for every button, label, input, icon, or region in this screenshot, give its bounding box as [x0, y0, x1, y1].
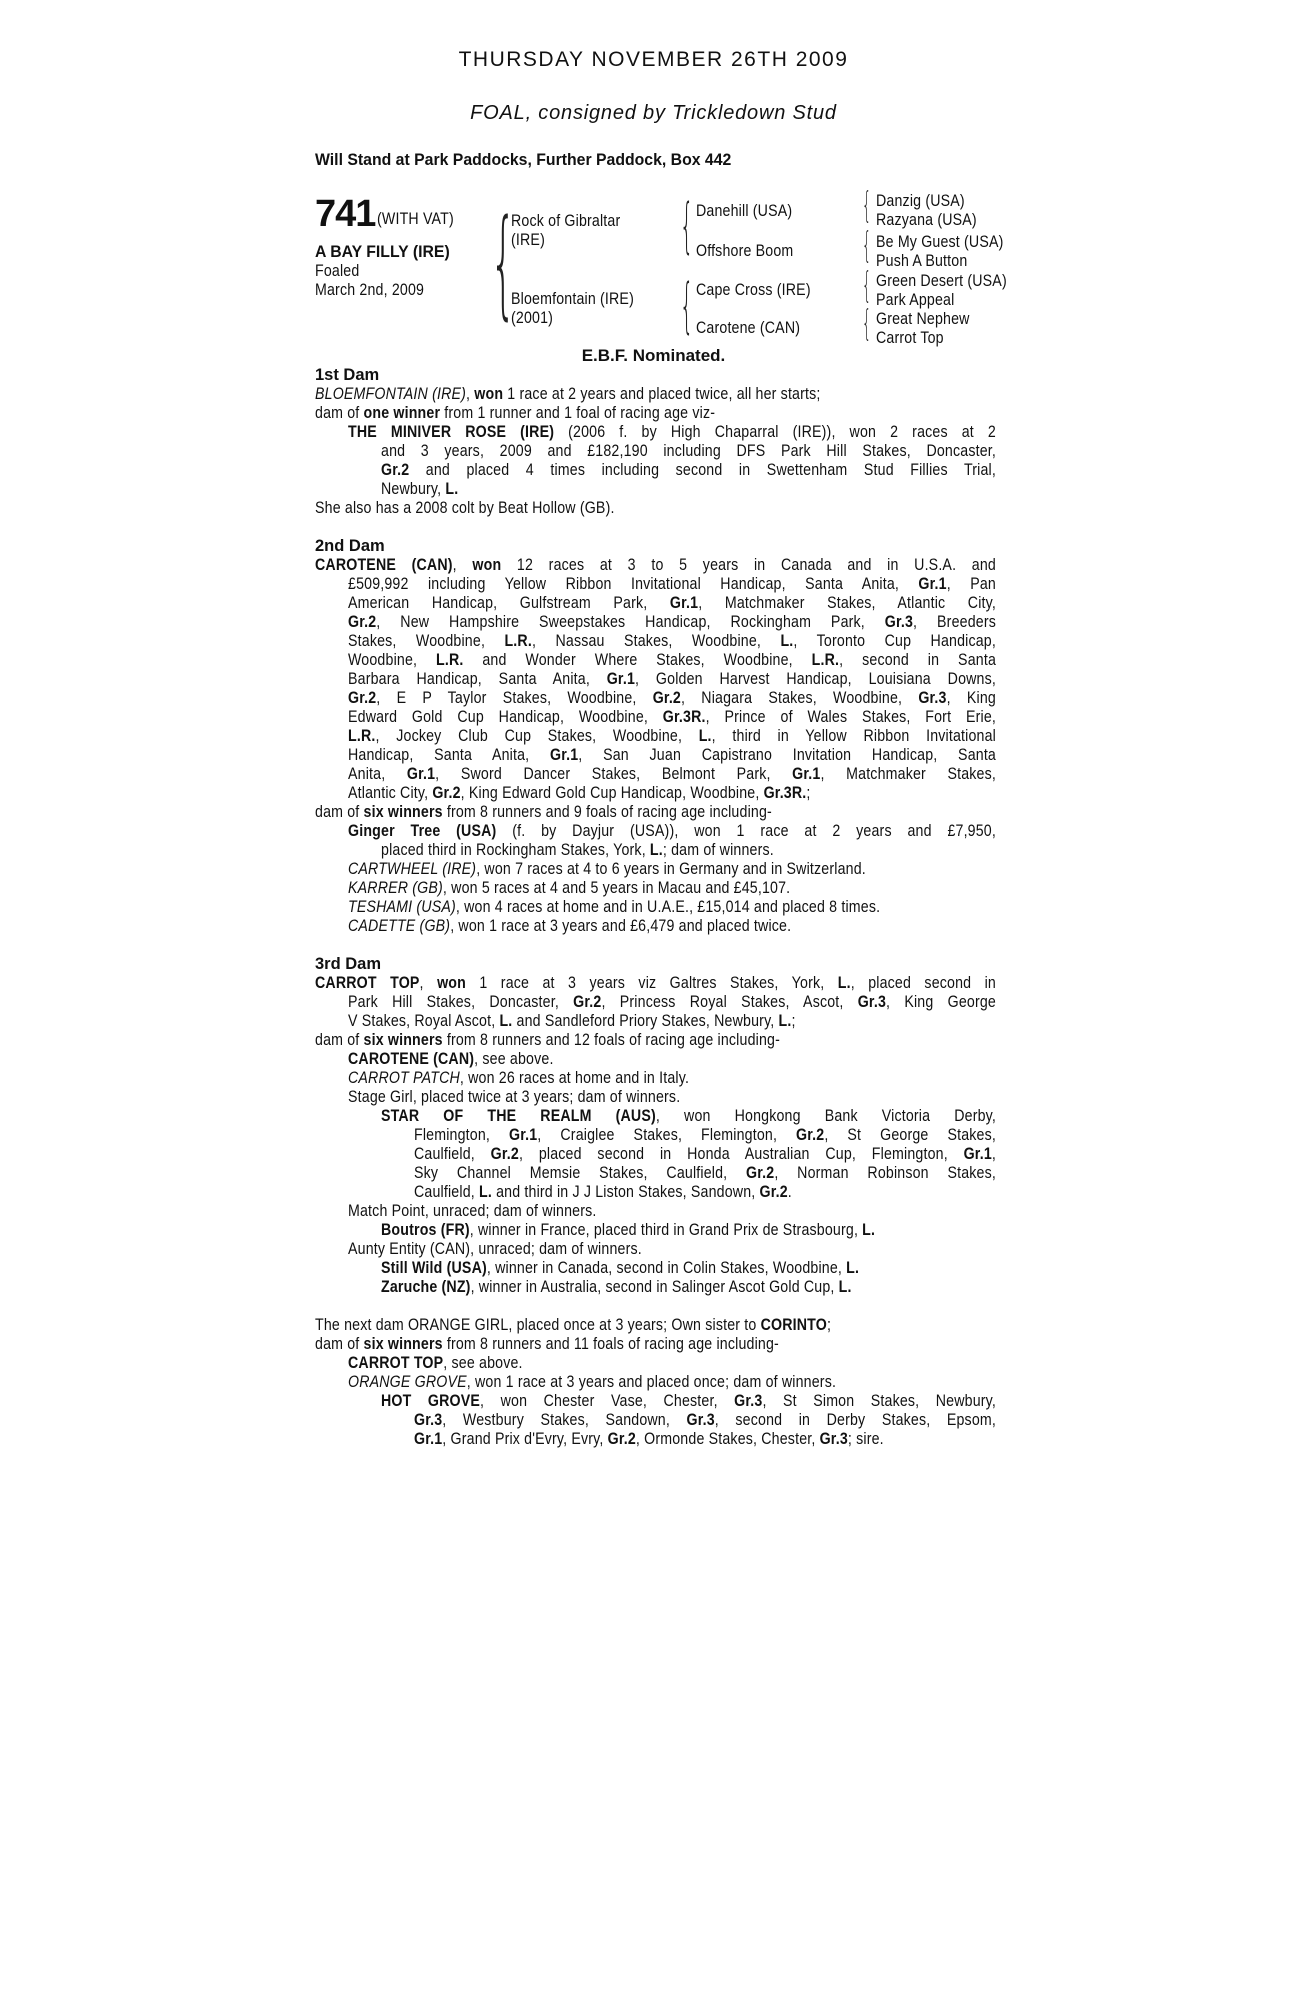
bold-text: Gr.3 — [884, 613, 914, 631]
text-run: Woodbine, — [348, 651, 437, 669]
text-run: Newbury, — [381, 480, 446, 498]
text-run: placed third in Rockingham Stakes, York, — [381, 841, 650, 859]
ebf-nominated: E.B.F. Nominated. — [581, 346, 726, 365]
text-run: ; dam of winners. — [662, 841, 774, 859]
nextdam-line — [381, 1392, 996, 1411]
text-run: , winner in Canada, second in Colin Stakes, Woodbine, — [486, 1259, 847, 1277]
bold-text: Gr.3 — [918, 689, 947, 707]
pedigree-g3-1: Danzig (USA) — [876, 192, 965, 210]
text-run: , King George — [886, 993, 996, 1011]
text-run: , Matchmaker Stakes, Atlantic City, — [698, 594, 996, 612]
text-run: , Norman Robinson Stakes, — [774, 1164, 996, 1182]
bold-text: L. — [780, 632, 794, 650]
bold-text: Still Wild (USA) — [381, 1259, 487, 1277]
text-run: She also has a 2008 colt by Beat Hollow (GB). — [315, 499, 615, 517]
dam2-line — [348, 784, 811, 803]
pedigree-g3-7: Great Nephew — [876, 310, 970, 328]
bold-text: Zaruche (NZ) — [381, 1278, 471, 1296]
bold-text: L. — [837, 974, 851, 992]
vat-note: (WITH VAT) — [377, 210, 454, 228]
bold-text: Gr.2 — [746, 1164, 775, 1182]
bold-text: Gr.3R. — [763, 784, 807, 802]
text-run: , placed second in Honda Australian Cup, Flemington, — [518, 1145, 964, 1163]
bold-text: CAROTENE (CAN) — [348, 1050, 475, 1068]
bold-text: L.R. — [504, 632, 532, 650]
italic-name: CADETTE (GB) — [348, 917, 451, 935]
bold-text: Boutros (FR) — [381, 1221, 470, 1239]
text-run: , placed second in — [850, 974, 997, 992]
text-run: , Jockey Club Cup Stakes, Woodbine, — [375, 727, 699, 745]
gen3-brace-1: { — [862, 185, 872, 226]
dam-sire: Cape Cross (IRE) — [696, 281, 811, 299]
bold-text: L. — [445, 480, 459, 498]
italic-name: TESHAMI (USA) — [348, 898, 456, 916]
text-run: , Matchmaker Stakes, — [820, 765, 996, 783]
text-run: Match Point, unraced; dam of winners. — [348, 1202, 597, 1220]
text-run: from 8 runners and 11 foals of racing age including- — [442, 1335, 779, 1353]
dam2-line — [315, 803, 772, 822]
bold-text: Gr.1 — [669, 594, 699, 612]
dam-dam: Carotene (CAN) — [696, 319, 801, 337]
bold-text: Gr.3 — [414, 1411, 443, 1429]
bold-text: THE MINIVER ROSE (IRE) — [348, 423, 555, 441]
dam1-line — [381, 480, 458, 499]
bold-text: Gr.2 — [759, 1183, 788, 1201]
bold-text: Gr.1 — [792, 765, 821, 783]
foaled-date: March 2nd, 2009 — [315, 281, 425, 299]
dam3-line — [414, 1183, 792, 1202]
text-run: , Sword Dancer Stakes, Belmont Park, — [435, 765, 793, 783]
dam1-line — [315, 499, 615, 518]
dam1-line — [381, 442, 996, 461]
text-run: 12 races at 3 to 5 years in Canada and in U.S.A. and — [501, 556, 996, 574]
italic-name: ORANGE GROVE — [348, 1373, 467, 1391]
bold-text: won — [437, 974, 466, 992]
bold-text: Gr.3R. — [662, 708, 706, 726]
text-run: £509,992 including Yellow Ribbon Invitational Handicap, Santa Anita, — [348, 575, 919, 593]
dam2-line — [381, 841, 774, 860]
text-run: , second in Santa — [839, 651, 997, 669]
bold-text: Gr.2 — [348, 613, 377, 631]
text-run: Anita, — [348, 765, 407, 783]
text-run: Flemington, — [414, 1126, 510, 1144]
dam2-line — [348, 765, 996, 784]
second-dam-heading: 2nd Dam — [315, 537, 385, 555]
sire-name: Rock of Gibraltar (IRE) — [511, 212, 621, 249]
bold-text: L. — [838, 1278, 852, 1296]
sire-line-brace: { — [680, 191, 694, 261]
gen3-brace-2: { — [862, 225, 872, 266]
dam2-line — [348, 670, 996, 689]
text-run: , won 26 races at home and in Italy. — [459, 1069, 690, 1087]
dam3-line — [348, 1088, 680, 1107]
sale-date: THURSDAY NOVEMBER 26TH 2009 — [458, 48, 849, 71]
dam3-line — [414, 1145, 996, 1164]
dam2-line — [348, 594, 996, 613]
consignment-line: FOAL, consigned by Trickledown Stud — [470, 102, 837, 124]
text-run: Sky Channel Memsie Stakes, Caulfield, — [414, 1164, 747, 1182]
text-run: , Craiglee Stakes, Flemington, — [537, 1126, 797, 1144]
text-run: Barbara Handicap, Santa Anita, — [348, 670, 607, 688]
nextdam-line — [315, 1335, 779, 1354]
text-run: ; — [806, 784, 811, 802]
pedigree-g3-5: Green Desert (USA) — [876, 272, 1007, 290]
dam2-line — [348, 746, 996, 765]
third-dam-heading: 3rd Dam — [315, 955, 382, 973]
text-run: , Westbury Stakes, Sandown, — [442, 1411, 687, 1429]
dam3-line — [381, 1278, 852, 1297]
text-run: The next dam ORANGE GIRL, placed once at 3 years; Own sister to — [315, 1316, 761, 1334]
text-run: from 8 runners and 12 foals of racing age including- — [442, 1031, 780, 1049]
dam3-line — [414, 1164, 996, 1183]
text-run: and third in J J Liston Stakes, Sandown, — [491, 1183, 760, 1201]
dam2-line — [348, 613, 996, 632]
text-run: , winner in France, placed third in Grand Prix de Strasbourg, — [469, 1221, 863, 1239]
dam2-line — [348, 898, 880, 917]
nextdam-line — [315, 1316, 831, 1335]
text-run: Handicap, Santa Anita, — [348, 746, 550, 764]
text-run: dam of — [315, 803, 364, 821]
text-run: and placed 4 times including second in Swettenham Stud Fillies Trial, — [409, 461, 996, 479]
dam2-line — [348, 708, 996, 727]
text-run: , Ormonde Stakes, Chester, — [635, 1430, 820, 1448]
text-run: , won 1 race at 3 years and placed once; dam of winners. — [466, 1373, 837, 1391]
text-run: , — [452, 556, 473, 574]
dam1-line — [381, 461, 996, 480]
text-run: V Stakes, Royal Ascot, — [348, 1012, 500, 1030]
gen3-brace-3: { — [862, 265, 872, 306]
bold-text: HOT GROVE — [381, 1392, 481, 1410]
stand-location: Will Stand at Park Paddocks, Further Paddock, Box 442 — [315, 150, 732, 169]
bold-text: L. — [846, 1259, 860, 1277]
text-run: , New Hampshire Sweepstakes Handicap, Rockingham Park, — [376, 613, 885, 631]
dam3-line — [348, 1050, 554, 1069]
bold-text: won — [474, 385, 504, 403]
text-run: and Wonder Where Stakes, Woodbine, — [463, 651, 812, 669]
sire-dam: Offshore Boom — [696, 242, 794, 260]
text-run: , King Edward Gold Cup Handicap, Woodbine, — [460, 784, 764, 802]
bold-text: L. — [478, 1183, 492, 1201]
gen3-brace-4: { — [862, 303, 872, 344]
bold-text: Gr.3 — [734, 1392, 763, 1410]
italic-name: KARRER (GB) — [348, 879, 443, 897]
text-run: , won 4 races at home and in U.A.E., £15,014 and placed 8 times. — [455, 898, 881, 916]
text-run: , won Chester Vase, Chester, — [480, 1392, 735, 1410]
dam2-line — [348, 727, 996, 746]
bold-text: CAROTENE (CAN) — [315, 556, 453, 574]
bold-text: CARROT TOP — [315, 974, 420, 992]
dam-line-brace: { — [680, 271, 694, 341]
text-run: , won 5 races at 4 and 5 years in Macau and £45,107. — [442, 879, 791, 897]
dam2-line — [315, 556, 996, 575]
first-dam-heading: 1st Dam — [315, 366, 380, 384]
dam-name: Bloemfontain (IRE) (2001) — [511, 290, 634, 327]
text-run: dam of — [315, 404, 364, 422]
bold-text: Gr.1 — [549, 746, 579, 764]
dam2-line — [348, 917, 791, 936]
dam3-line — [348, 1202, 597, 1221]
text-run: , Breeders — [913, 613, 996, 631]
text-run: ; — [826, 1316, 832, 1334]
bold-text: six winners — [363, 1031, 443, 1049]
text-run: 1 race at 3 years viz Galtres Stakes, York, — [465, 974, 838, 992]
dam3-line — [348, 993, 996, 1012]
dam2-line — [348, 575, 996, 594]
text-run: (2006 f. by High Chaparral (IRE)), won 2 races at 2 — [554, 423, 996, 441]
pedigree-g3-6: Park Appeal — [876, 291, 955, 309]
sire-sire: Danehill (USA) — [696, 202, 793, 220]
pedigree-g3-3: Be My Guest (USA) — [876, 233, 1004, 251]
text-run: and Sandleford Priory Stakes, Newbury, — [512, 1012, 779, 1030]
text-run: , see above. — [443, 1354, 523, 1372]
text-run: (f. by Dayjur (USA)), won 1 race at 2 years and £7,950, — [496, 822, 996, 840]
bold-text: one winner — [363, 404, 441, 422]
text-run: , — [466, 385, 475, 403]
text-run: 1 race at 2 years and placed twice, all her starts; — [503, 385, 821, 403]
bold-text: L. — [499, 1012, 513, 1030]
bold-text: Gr.2 — [607, 1430, 636, 1448]
bold-text: L. — [862, 1221, 876, 1239]
text-run: , third in Yellow Ribbon Invitational — [711, 727, 996, 745]
dam-side-brace: { — [490, 193, 517, 331]
dam3-line — [381, 1259, 859, 1278]
dam1-line — [315, 385, 821, 404]
dam2-line — [348, 632, 996, 651]
italic-name: CARTWHEEL (IRE) — [348, 860, 477, 878]
text-run: , second in Derby Stakes, Epsom, — [714, 1411, 996, 1429]
text-run: , Toronto Cup Handicap, — [793, 632, 996, 650]
text-run: , Pan — [946, 575, 997, 593]
text-run: Stakes, Woodbine, — [348, 632, 505, 650]
bold-text: Ginger Tree (USA) — [348, 822, 497, 840]
dam3-line — [315, 1031, 780, 1050]
bold-text: L.R. — [811, 651, 840, 669]
text-run: dam of — [315, 1335, 364, 1353]
dam3-line — [348, 1012, 796, 1031]
bold-text: L.R. — [348, 727, 376, 745]
text-run: ; — [791, 1012, 796, 1030]
dam3-line — [348, 1240, 642, 1259]
text-run: , San Juan Capistrano Invitation Handicap, Santa — [578, 746, 996, 764]
bold-text: Gr.1 — [918, 575, 947, 593]
bold-text: Gr.2 — [381, 461, 410, 479]
bold-text: six winners — [363, 1335, 443, 1353]
text-run: American Handicap, Gulfstream Park, — [348, 594, 670, 612]
text-run: , Princess Royal Stakes, Ascot, — [601, 993, 858, 1011]
dam2-line — [348, 689, 996, 708]
italic-name: BLOEMFONTAIN (IRE) — [315, 385, 467, 403]
dam3-line — [348, 1069, 689, 1088]
bold-text: Gr.1 — [963, 1145, 992, 1163]
text-run: and 3 years, 2009 and £182,190 including DFS Park Hill Stakes, Doncaster, — [381, 442, 996, 460]
bold-text: Gr.2 — [796, 1126, 825, 1144]
dam2-line — [348, 879, 790, 898]
bold-text: Gr.2 — [432, 784, 461, 802]
text-run: . — [787, 1183, 792, 1201]
bold-text: CARROT TOP — [348, 1354, 444, 1372]
text-run: Park Hill Stakes, Doncaster, — [348, 993, 574, 1011]
bold-text: won — [472, 556, 502, 574]
nextdam-line — [348, 1354, 523, 1373]
text-run: Caulfield, — [414, 1145, 491, 1163]
text-run: , E P Taylor Stakes, Woodbine, — [376, 689, 653, 707]
bold-text: Gr.1 — [509, 1126, 538, 1144]
bold-text: Gr.2 — [652, 689, 681, 707]
bold-text: Gr.2 — [573, 993, 602, 1011]
text-run: , St George Stakes, — [824, 1126, 996, 1144]
dam2-line — [348, 651, 996, 670]
nextdam-line — [348, 1373, 836, 1392]
bold-text: L. — [698, 727, 712, 745]
bold-text: Gr.3 — [686, 1411, 715, 1429]
dam1-line — [348, 423, 996, 442]
text-run: Aunty Entity (CAN), unraced; dam of winners. — [348, 1240, 642, 1258]
text-run: , — [419, 974, 438, 992]
bold-text: Gr.1 — [406, 765, 436, 783]
dam3-line — [381, 1221, 875, 1240]
dam3-line — [414, 1126, 996, 1145]
text-run: ; sire. — [847, 1430, 884, 1448]
text-run: , — [991, 1145, 997, 1163]
nextdam-line — [414, 1430, 884, 1449]
text-run: , Prince of Wales Stakes, Fort Erie, — [705, 708, 996, 726]
text-run: , King — [946, 689, 996, 707]
dam3-line — [315, 974, 996, 993]
pedigree-g3-8: Carrot Top — [876, 329, 944, 347]
bold-text: L.R. — [436, 651, 464, 669]
text-run: Caulfield, — [414, 1183, 479, 1201]
pedigree-table — [0, 0, 1307, 350]
dam2-line — [348, 822, 996, 841]
bold-text: STAR OF THE REALM (AUS) — [381, 1107, 656, 1125]
text-run: , Grand Prix d'Evry, Evry, — [442, 1430, 608, 1448]
text-run: from 1 runner and 1 foal of racing age viz- — [440, 404, 716, 422]
text-run: , winner in Australia, second in Salinger Ascot Gold Cup, — [470, 1278, 839, 1296]
nextdam-line — [414, 1411, 996, 1430]
text-run: dam of — [315, 1031, 364, 1049]
bold-text: CORINTO — [760, 1316, 827, 1334]
text-run: , see above. — [474, 1050, 554, 1068]
text-run: , won Hongkong Bank Victoria Derby, — [655, 1107, 996, 1125]
text-run: , Niagara Stakes, Woodbine, — [680, 689, 919, 707]
pedigree-g3-2: Razyana (USA) — [876, 211, 977, 229]
italic-name: CARROT PATCH — [348, 1069, 460, 1087]
bold-text: Gr.1 — [414, 1430, 443, 1448]
dam2-line — [348, 860, 866, 879]
dam1-line — [315, 404, 715, 423]
bold-text: Gr.3 — [857, 993, 887, 1011]
horse-description: A BAY FILLY (IRE) — [315, 242, 450, 261]
text-run: , Nassau Stakes, Woodbine, — [531, 632, 781, 650]
dam3-line — [381, 1107, 996, 1126]
text-run: Atlantic City, — [348, 784, 433, 802]
text-run: , won 1 race at 3 years and £6,479 and placed twice. — [450, 917, 792, 935]
bold-text: Gr.3 — [819, 1430, 848, 1448]
bold-text: Gr.2 — [348, 689, 377, 707]
bold-text: L. — [778, 1012, 792, 1030]
bold-text: Gr.1 — [606, 670, 636, 688]
text-run: Stage Girl, placed twice at 3 years; dam of winners. — [348, 1088, 681, 1106]
text-run: Edward Gold Cup Handicap, Woodbine, — [348, 708, 663, 726]
text-run: , St Simon Stakes, Newbury, — [762, 1392, 997, 1410]
lot-number: 741 — [315, 193, 376, 235]
text-run: , won 7 races at 4 to 6 years in Germany and in Switzerland. — [476, 860, 866, 878]
bold-text: six winners — [363, 803, 443, 821]
foaled-label: Foaled — [315, 262, 360, 280]
bold-text: L. — [649, 841, 663, 859]
pedigree-g3-4: Push A Button — [876, 252, 968, 270]
bold-text: Gr.2 — [490, 1145, 519, 1163]
text-run: from 8 runners and 9 foals of racing age including- — [442, 803, 772, 821]
text-run: , Golden Harvest Handicap, Louisiana Downs, — [635, 670, 997, 688]
